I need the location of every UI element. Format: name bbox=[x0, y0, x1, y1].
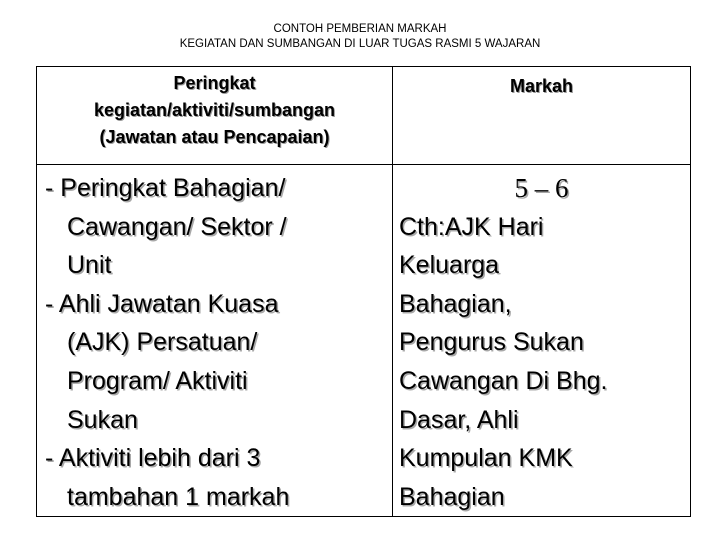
table-header-row bbox=[37, 67, 691, 165]
list-item-continuation: tambahan 1 markah bbox=[67, 482, 290, 511]
header-right-label: Markah bbox=[509, 76, 574, 96]
example-line: Kumpulan KMK bbox=[399, 444, 573, 473]
example-line: Cawangan Di Bhg. bbox=[399, 366, 608, 395]
body-cell-markah bbox=[393, 165, 691, 517]
list-item-continuation: (AJK) Persatuan/ bbox=[67, 328, 258, 357]
example-line: Bahagian, bbox=[399, 289, 512, 318]
header-cell-markah bbox=[393, 67, 691, 165]
body-cell-peringkat bbox=[37, 165, 393, 517]
example-line: Dasar, Ahli bbox=[399, 405, 519, 434]
header-cell-peringkat bbox=[37, 67, 393, 165]
header-left-line: Peringkat bbox=[173, 73, 256, 93]
example-line: Bahagian bbox=[399, 482, 505, 511]
markah-table bbox=[36, 66, 691, 517]
list-item-continuation: Cawangan/ Sektor / bbox=[67, 212, 287, 241]
list-item-continuation: Sukan bbox=[67, 405, 138, 434]
list-item: - Peringkat Bahagian/ bbox=[45, 174, 286, 202]
header-left-line: kegiatan/aktiviti/sumbangan bbox=[93, 100, 336, 120]
header-left-line: (Jawatan atau Pencapaian) bbox=[99, 127, 330, 147]
list-item-continuation: Unit bbox=[67, 251, 112, 280]
page-title bbox=[0, 22, 720, 52]
list-item: - Ahli Jawatan Kuasa bbox=[45, 289, 279, 318]
example-line: Keluarga bbox=[399, 251, 500, 280]
list-item: - Aktiviti lebih dari 3 bbox=[45, 444, 261, 473]
example-line: Cth:AJK Hari bbox=[399, 212, 544, 241]
list-item-continuation: Program/ Aktiviti bbox=[67, 366, 248, 395]
title-line-1: CONTOH PEMBERIAN MARKAH bbox=[273, 23, 447, 35]
markah-range: 5 – 6 bbox=[514, 173, 569, 203]
table-row bbox=[37, 165, 691, 517]
example-line: Pengurus Sukan bbox=[399, 328, 584, 357]
title-line-2: KEGIATAN DAN SUMBANGAN DI LUAR TUGAS RASMI 5 WAJARAN bbox=[179, 38, 541, 50]
